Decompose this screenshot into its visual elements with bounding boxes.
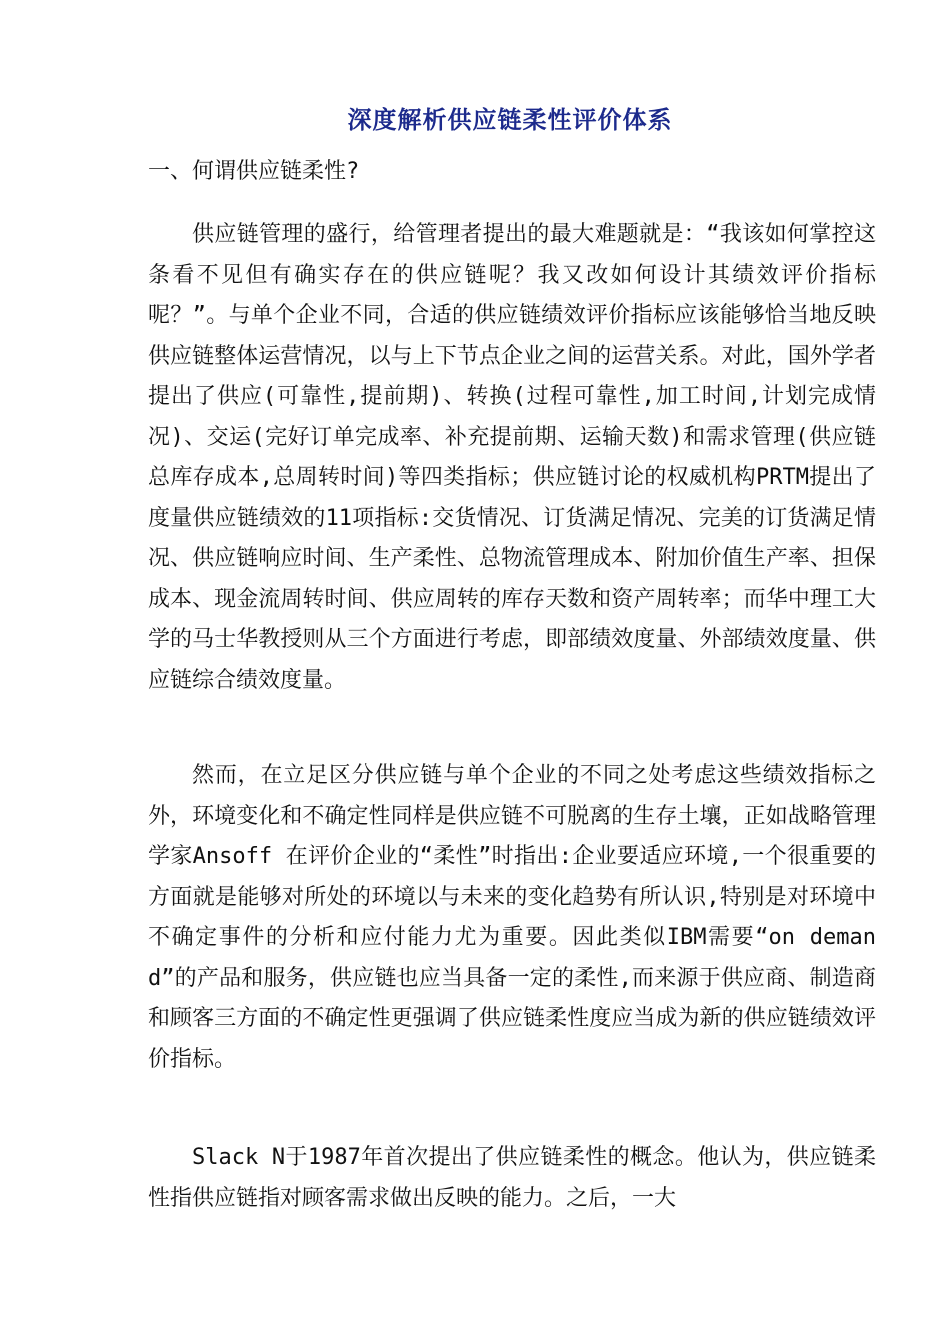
document-title: 深度解析供应链柔性评价体系 [347,105,673,134]
section-heading: 一、何谓供应链柔性? [148,159,360,184]
paragraph-3: Slack N于1987年首次提出了供应链柔性的概念。他认为，供应链柔性指供应链指对顾客需求做出反映的能力。之后，一大 [148,1145,876,1211]
paragraph-1: 供应链管理的盛行，给管理者提出的最大难题就是：“我该如何掌控这条看不见但有确实存在的供应链呢？我又改如何设计其绩效评价指标呢？”。与单个企业不同，合适的供应链绩效评价指标应该能够恰当地反映供应链整体运营情况，以与上下节点企业之间的运营关系。对此，国外学者提出了供应(可靠性,提前期)、转换(过程可靠性,加工时间,计划完成情况)、交运(完好订单完成率、补充提前期、运输天数)和需求管理(供应链总库存成本,总周转时间)等四类指标；供应链讨论的权威机构PRTM提出了度量供应链绩效的11项指标:交货情况、订货满足情况、完美的订货满足情况、供应链响应时间、生产柔性、总物流管理成本、附加价值生产率、担保成本、现金流周转时间、供应周转的库存天数和资产周转率；而华中理工大学的马士华教授则从三个方面进行考虑，即部绩效度量、外部绩效度量、供应链综合绩效度量。 [148,222,876,693]
paragraph-2: 然而，在立足区分供应链与单个企业的不同之处考虑这些绩效指标之外，环境变化和不确定性同样是供应链不可脱离的生存土壤，正如战略管理学家Ansoff 在评价企业的“柔性”时指出:企业要适应环境,一个很重要的方面就是能够对所处的环境以与未来的变化趋势有所认识,特别是对环境中不确定事件的分析和应付能力尤为重要。因此类似IBM需要“on demand”的产品和服务，供应链也应当具备一定的柔性,而来源于供应商、制造商和顾客三方面的不确定性更强调了供应链柔性度应当成为新的供应链绩效评价指标。 [148,763,876,1072]
